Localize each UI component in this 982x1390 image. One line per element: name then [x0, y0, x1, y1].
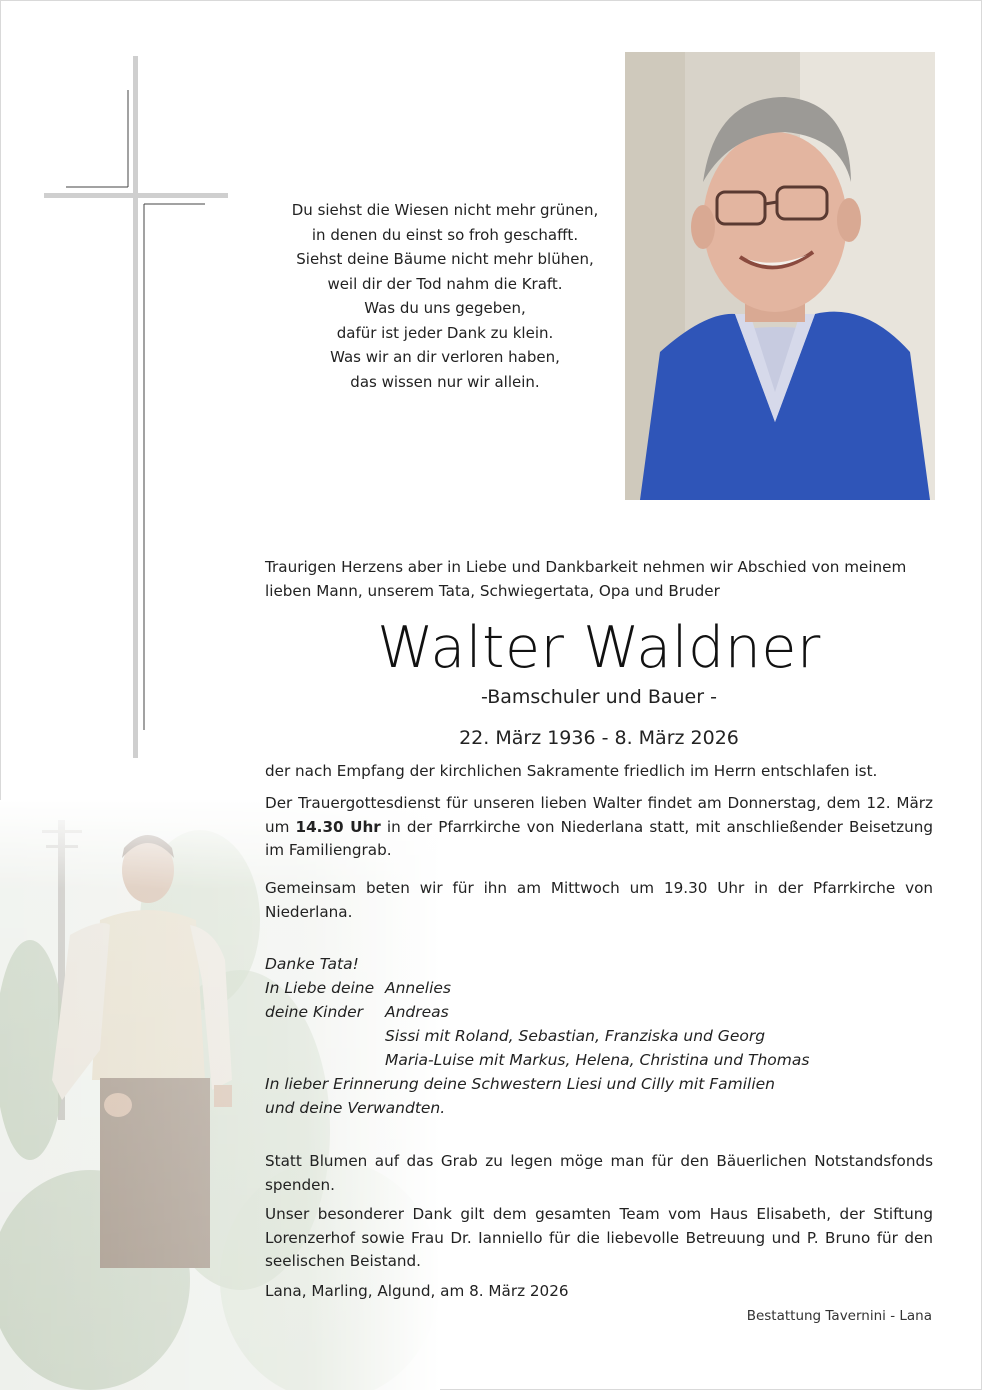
cross-icon	[0, 0, 240, 780]
portrait-photo	[625, 52, 935, 500]
poem-line: weil dir der Tod nahm die Kraft.	[327, 274, 563, 293]
poem-line: Was wir an dir verloren haben,	[330, 348, 560, 366]
thanks-line: Danke Tata!	[265, 955, 359, 973]
prayer-text: Gemeinsam beten wir für ihn am Mittwoch um 19.30 Uhr in der Pfarrkirche von Niederlana.	[265, 879, 933, 921]
siblings-line: In lieber Erinnerung deine Schwestern Liesi und Cilly mit Familien	[265, 1075, 776, 1093]
poem	[260, 198, 630, 394]
intro-line-2: lieben Mann, unserem Tata, Schwiegertata, Opa und Bruder	[265, 581, 720, 600]
intro-line-1: Traurigen Herzens aber in Liebe und Dankbarkeit nehmen wir Abschied von meinem	[265, 558, 907, 576]
life-dates: 22. März 1936 - 8. März 2026	[459, 727, 739, 749]
children-label: deine Kinder	[265, 1003, 364, 1021]
deceased-name: Walter Waldner	[377, 615, 821, 681]
service-time: 14.30 Uhr	[295, 817, 381, 836]
child-entry: Sissi mit Roland, Sebastian, Franziska und Georg	[385, 1027, 766, 1045]
undertaker-credit: Bestattung Tavernini - Lana	[746, 1308, 932, 1324]
wife-label: In Liebe deine	[265, 979, 375, 997]
wife-name: Annelies	[385, 979, 452, 997]
poem-line: das wissen nur wir allein.	[350, 372, 540, 391]
poem-line: in denen du einst so froh geschafft.	[311, 225, 579, 244]
child-entry: Andreas	[385, 1003, 449, 1021]
place-date: Lana, Marling, Algund, am 8. März 2026	[265, 1282, 569, 1300]
sacrament-line: der nach Empfang der kirchlichen Sakramente friedlich im Herrn entschlafen ist.	[265, 762, 878, 780]
poem-line: dafür ist jeder Dank zu klein.	[336, 323, 554, 342]
deceased-occupation: -Bamschuler und Bauer -	[481, 686, 717, 708]
donation-note: Statt Blumen auf das Grab zu legen möge man für den Bäuerlichen Notstandsfonds spenden.	[265, 1152, 933, 1194]
family-signoff	[265, 952, 933, 1120]
poem-line: Du siehst die Wiesen nicht mehr grünen,	[291, 201, 599, 219]
gratitude-note: Unser besonderer Dank gilt dem gesamten Team vom Haus Elisabeth, der Stiftung Lorenzerhof sowie Frau Dr. Ianniello für die liebevolle Betreuung und P. Bruno für den seelischen Beistand.	[265, 1205, 933, 1270]
poem-line: Siehst deine Bäume nicht mehr blühen,	[296, 250, 594, 268]
funeral-service-text	[265, 792, 933, 863]
service-text-after: in der Pfarrkirche von Niederlana statt, mit anschließender Beisetzung im Familiengrab.	[265, 817, 934, 859]
intro-text	[265, 556, 933, 603]
service-text-before: Der Trauergottesdienst für unseren lieben Walter findet am Donnerstag, dem 12. März um	[265, 794, 933, 836]
relatives-line: und deine Verwandten.	[265, 1099, 446, 1117]
poem-line: Was du uns gegeben,	[364, 299, 526, 317]
child-entry: Maria-Luise mit Markus, Helena, Christina und Thomas	[385, 1051, 810, 1069]
